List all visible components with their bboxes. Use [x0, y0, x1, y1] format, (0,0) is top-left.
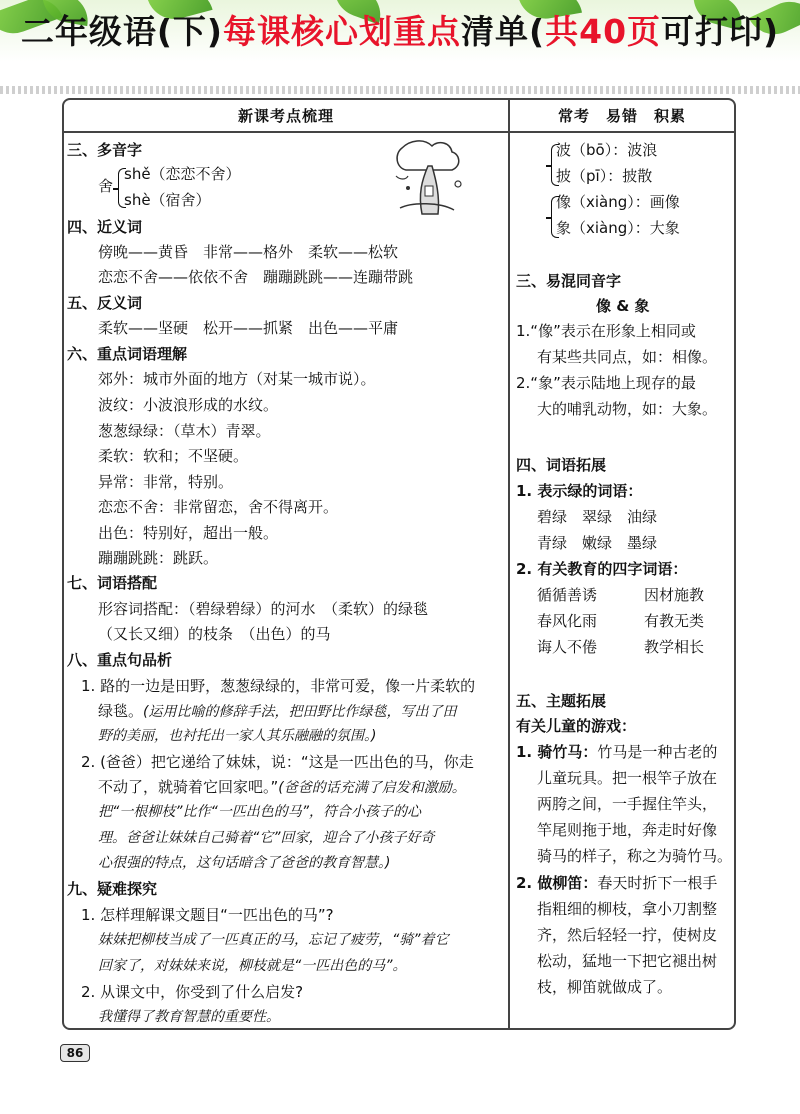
- section-heading: 七、词语搭配: [67, 574, 158, 592]
- sentence-analysis: 把“一根柳枝”比作“一匹出色的马”，符合小孩子的心: [98, 804, 422, 820]
- game-text: 枝，柳笛就做成了。: [537, 978, 673, 996]
- idiom: 因材施教: [644, 586, 705, 604]
- section-heading: 九、疑难探究: [67, 880, 158, 898]
- section-heading: 六、重点词语理解: [67, 345, 188, 363]
- sentence-text: [98, 776, 466, 799]
- column-divider: [508, 98, 510, 1030]
- polyphone-reading: shě（恋恋不舍）: [124, 165, 241, 183]
- header-divider: [62, 131, 736, 133]
- word-definition: 恋恋不舍：非常留恋，舍不得离开。: [98, 498, 339, 516]
- word-definition: 波纹：小波浪形成的水纹。: [98, 396, 279, 414]
- word-list: 青绿 嫩绿 墨绿: [537, 534, 658, 552]
- sentence-analysis: 野的美丽，也衬托出一家人其乐融融的氛围。): [98, 728, 377, 744]
- explanation-text: 2.“象”表示陆地上现存的最: [516, 374, 696, 392]
- answer-text: 回家了，对妹妹来说，柳枝就是“一匹出色的马”。: [98, 958, 407, 974]
- homophone-word: 像（xiàng）：画像: [556, 193, 680, 211]
- subheading: 1. 表示绿的词语：: [516, 482, 643, 500]
- game-text: 春天时折下一根手: [597, 874, 718, 892]
- sentence-analysis: 理。爸爸让妹妹自己骑着“它”回家，迎合了小孩子好奇: [98, 830, 435, 846]
- page-number: 86: [60, 1044, 90, 1062]
- sentence-text: 2. (爸爸）把它递给了妹妹，说：“这是一匹出色的马，你走: [81, 753, 474, 771]
- polyphone-reading: shè（宿舍）: [124, 191, 211, 209]
- game-name: 1. 骑竹马：: [516, 743, 598, 761]
- homophone-word: 波（bō）：波浪: [556, 141, 658, 159]
- game-text: 竿尾则拖于地，奔走时好像: [537, 821, 718, 839]
- sentence-text: 1. 路的一边是田野，葱葱绿绿的，非常可爱，像一片柔软的: [81, 677, 476, 695]
- section-heading: 五、反义词: [67, 294, 143, 312]
- sentence-text: [98, 700, 456, 723]
- synonym-line: 恋恋不舍——依依不舍 蹦蹦跳跳——连蹦带跳: [98, 268, 414, 286]
- game-text: 竹马是一种古老的: [597, 743, 718, 761]
- section-heading: 三、易混同音字: [516, 272, 622, 290]
- word-definition: 出色：特别好，超出一般。: [98, 524, 279, 542]
- left-column-header: 新课考点梳理: [237, 107, 334, 125]
- word-definition: 葱葱绿绿：（草木）青翠。: [98, 422, 271, 440]
- game-text: 两胯之间，一手握住竿头，: [537, 795, 718, 813]
- section-subtitle: 像 & 象: [596, 297, 650, 315]
- question-text: 2. 从课文中，你受到了什么启发?: [81, 983, 304, 1001]
- sentence-analysis: (运用比喻的修辞手法，把田野比作绿毯，写出了田: [143, 704, 457, 720]
- dotted-divider: [0, 86, 800, 94]
- page-title: 二年级语(下)每课核心划重点清单(共40页可打印): [20, 12, 780, 51]
- game-description: [516, 872, 717, 894]
- word-definition: 柔软：软和；不坚硬。: [98, 447, 249, 465]
- game-text: 骑马的样子，称之为骑竹马。: [537, 847, 733, 865]
- collocation-line: （又长又细）的枝条 （出色）的马: [98, 625, 331, 643]
- subheading: 2. 有关教育的四字词语：: [516, 560, 688, 578]
- explanation-text: 大的哺乳动物，如：大象。: [537, 400, 718, 418]
- idiom: 春风化雨: [537, 612, 598, 630]
- idiom: 有教无类: [644, 612, 705, 630]
- answer-text: 妹妹把柳枝当成了一匹真正的马，忘记了疲劳，“骑”着它: [98, 932, 449, 948]
- title-banner: [0, 0, 800, 88]
- game-description: [516, 741, 717, 763]
- idiom: 教学相长: [644, 638, 705, 656]
- game-text: 齐，然后轻轻一拧，使树皮: [537, 926, 718, 944]
- game-text: 儿童玩具。把一根竿子放在: [537, 769, 718, 787]
- explanation-text: 1.“像”表示在形象上相同或: [516, 322, 696, 340]
- subheading: 有关儿童的游戏：: [516, 717, 637, 735]
- word-definition: 蹦蹦跳跳：跳跃。: [98, 549, 219, 567]
- section-heading: 五、主题拓展: [516, 692, 607, 710]
- sentence-text: 不动了，就骑着它回家吧。”: [98, 778, 279, 796]
- synonym-line: 傍晚——黄昏 非常——格外 柔软——松软: [98, 243, 399, 261]
- homophone-word: 披（pī）：披散: [556, 167, 653, 185]
- word-list: 碧绿 翠绿 油绿: [537, 508, 658, 526]
- section-heading: 八、重点句品析: [67, 651, 173, 669]
- idiom: 循循善诱: [537, 586, 598, 604]
- section-heading: 四、词语拓展: [516, 456, 607, 474]
- answer-text: 我懂得了教育智慧的重要性。: [98, 1009, 280, 1025]
- section-heading: 三、多音字: [67, 141, 143, 159]
- tree-house-illustration: [388, 136, 468, 220]
- game-text: 松动，猛地一下把它褪出树: [537, 952, 718, 970]
- word-definition: 郊外：城市外面的地方（对某一城市说）。: [98, 370, 376, 388]
- collocation-line: 形容词搭配：（碧绿碧绿）的河水 （柔软）的绿毯: [98, 600, 429, 618]
- sentence-analysis: 心很强的特点，这句话暗含了爸爸的教育智慧。): [98, 855, 391, 871]
- explanation-text: 有某些共同点，如：相像。: [537, 348, 718, 366]
- right-column-header: 常考 易错 积累: [557, 107, 686, 125]
- game-name: 2. 做柳笛：: [516, 874, 598, 892]
- polyphone-char: 舍: [98, 177, 114, 195]
- antonym-line: 柔软——坚硬 松开——抓紧 出色——平庸: [98, 319, 399, 337]
- sentence-analysis: (爸爸的话充满了启发和激励。: [278, 780, 466, 796]
- word-definition: 异常：非常，特别。: [98, 473, 234, 491]
- homophone-word: 象（xiàng）：大象: [556, 219, 680, 237]
- section-heading: 四、近义词: [67, 218, 143, 236]
- game-text: 指粗细的柳枝，拿小刀割整: [537, 900, 718, 918]
- question-text: 1. 怎样理解课文题目“一匹出色的马”?: [81, 906, 334, 924]
- sentence-text: 绿毯。: [98, 702, 144, 720]
- idiom: 诲人不倦: [537, 638, 598, 656]
